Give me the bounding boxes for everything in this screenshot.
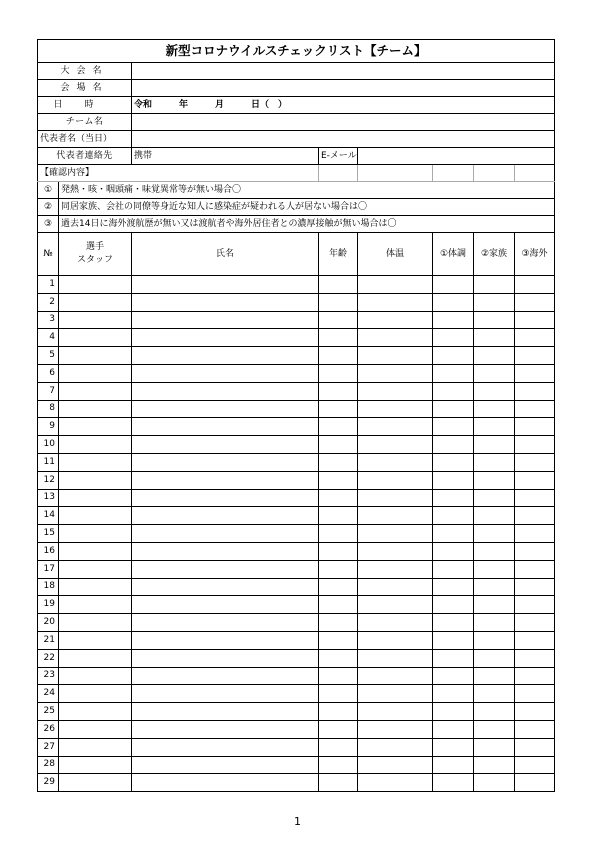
row-temperature-cell[interactable] — [358, 311, 433, 329]
row-temperature-cell[interactable] — [358, 347, 433, 365]
row-temperature-cell[interactable] — [358, 489, 433, 507]
row-role-cell[interactable] — [59, 667, 132, 685]
row-role-cell[interactable] — [59, 542, 132, 560]
row-name-cell[interactable] — [132, 614, 319, 632]
row-number: 28 — [38, 756, 59, 774]
row-role-cell[interactable] — [59, 329, 132, 347]
row-age-cell[interactable] — [319, 471, 358, 489]
table-row — [38, 560, 555, 578]
venue-label: 会場名 — [38, 80, 132, 97]
row-number: 19 — [38, 596, 59, 614]
table-row — [38, 471, 555, 489]
row-overseas-cell[interactable] — [515, 685, 555, 703]
row-health-cell[interactable] — [433, 471, 474, 489]
row-overseas-cell[interactable] — [515, 347, 555, 365]
row-health-cell[interactable] — [433, 578, 474, 596]
table-row — [38, 453, 555, 471]
row-temperature-cell[interactable] — [358, 382, 433, 400]
row-number: 18 — [38, 578, 59, 596]
row-health-cell[interactable] — [433, 542, 474, 560]
row-age-cell[interactable] — [319, 347, 358, 365]
row-age-cell[interactable] — [319, 276, 358, 294]
col-family: ②家族 — [474, 233, 515, 276]
table-row — [38, 347, 555, 365]
row-role-cell[interactable] — [59, 560, 132, 578]
col-player-staff — [59, 233, 132, 276]
row-age-cell[interactable] — [319, 614, 358, 632]
row-family-cell[interactable] — [474, 489, 515, 507]
row-family-cell[interactable] — [474, 774, 515, 792]
row-family-cell[interactable] — [474, 614, 515, 632]
row-age-cell[interactable] — [319, 382, 358, 400]
row-family-cell[interactable] — [474, 382, 515, 400]
datetime-label: 日時 — [38, 97, 132, 114]
tournament-field[interactable] — [132, 63, 555, 80]
datetime-field[interactable]: 令和 年 月 日（ ） — [132, 97, 555, 114]
row-temperature-cell[interactable] — [358, 631, 433, 649]
table-row — [38, 774, 555, 792]
row-overseas-cell[interactable] — [515, 596, 555, 614]
row-age-cell[interactable] — [319, 293, 358, 311]
row-family-cell[interactable] — [474, 453, 515, 471]
row-temperature-cell[interactable] — [358, 542, 433, 560]
row-number: 10 — [38, 436, 59, 454]
representative-field[interactable] — [132, 131, 555, 148]
row-age-cell[interactable] — [319, 578, 358, 596]
row-health-cell[interactable] — [433, 293, 474, 311]
row-name-cell[interactable] — [132, 489, 319, 507]
row-temperature-cell[interactable] — [358, 720, 433, 738]
row-age-cell[interactable] — [319, 453, 358, 471]
row-temperature-cell[interactable] — [358, 400, 433, 418]
row-role-cell[interactable] — [59, 382, 132, 400]
condition-3-text: 過去14日に海外渡航歴が無い又は渡航者や海外居住者との濃厚接触が無い場合は〇 — [59, 216, 555, 233]
row-family-cell[interactable] — [474, 738, 515, 756]
team-label: チーム名 — [38, 114, 132, 131]
venue-field[interactable] — [132, 80, 555, 97]
table-row — [38, 720, 555, 738]
row-number: 14 — [38, 507, 59, 525]
row-health-cell[interactable] — [433, 596, 474, 614]
row-family-cell[interactable] — [474, 293, 515, 311]
row-name-cell[interactable] — [132, 631, 319, 649]
row-role-cell[interactable] — [59, 293, 132, 311]
table-row — [38, 418, 555, 436]
row-family-cell[interactable] — [474, 276, 515, 294]
row-temperature-cell[interactable] — [358, 578, 433, 596]
table-row — [38, 489, 555, 507]
row-role-cell[interactable] — [59, 774, 132, 792]
row-age-cell[interactable] — [319, 631, 358, 649]
col-overseas: ③海外 — [515, 233, 555, 276]
row-family-cell[interactable] — [474, 542, 515, 560]
row-name-cell[interactable] — [132, 453, 319, 471]
row-overseas-cell[interactable] — [515, 720, 555, 738]
row-health-cell[interactable] — [433, 667, 474, 685]
row-name-cell[interactable] — [132, 685, 319, 703]
row-role-cell[interactable] — [59, 507, 132, 525]
table-row — [38, 507, 555, 525]
row-number: 8 — [38, 400, 59, 418]
row-temperature-cell[interactable] — [358, 453, 433, 471]
team-field[interactable] — [132, 114, 555, 131]
row-age-cell[interactable] — [319, 489, 358, 507]
row-role-cell[interactable] — [59, 489, 132, 507]
row-temperature-cell[interactable] — [358, 614, 433, 632]
row-role-cell[interactable] — [59, 614, 132, 632]
row-number: 3 — [38, 311, 59, 329]
row-temperature-cell[interactable] — [358, 649, 433, 667]
row-age-cell[interactable] — [319, 560, 358, 578]
row-overseas-cell[interactable] — [515, 631, 555, 649]
row-number: 20 — [38, 614, 59, 632]
row-name-cell[interactable] — [132, 382, 319, 400]
row-family-cell[interactable] — [474, 685, 515, 703]
row-role-cell[interactable] — [59, 400, 132, 418]
table-row — [38, 649, 555, 667]
row-age-cell[interactable] — [319, 311, 358, 329]
row-role-cell[interactable] — [59, 347, 132, 365]
row-family-cell[interactable] — [474, 631, 515, 649]
row-age-cell[interactable] — [319, 329, 358, 347]
row-family-cell[interactable] — [474, 667, 515, 685]
row-age-cell[interactable] — [319, 542, 358, 560]
row-name-cell[interactable] — [132, 364, 319, 382]
row-role-cell[interactable] — [59, 276, 132, 294]
table-row — [38, 578, 555, 596]
row-name-cell[interactable] — [132, 525, 319, 543]
row-overseas-cell[interactable] — [515, 364, 555, 382]
row-health-cell[interactable] — [433, 756, 474, 774]
col-staff-label: スタッフ — [76, 255, 113, 265]
row-age-cell[interactable] — [319, 756, 358, 774]
col-player-label: 選手 — [85, 241, 104, 252]
page-number: 1 — [294, 815, 301, 828]
row-number: 4 — [38, 329, 59, 347]
row-overseas-cell[interactable] — [515, 542, 555, 560]
row-age-cell[interactable] — [319, 703, 358, 721]
row-family-cell[interactable] — [474, 720, 515, 738]
row-family-cell[interactable] — [474, 400, 515, 418]
table-row — [38, 525, 555, 543]
row-health-cell[interactable] — [433, 329, 474, 347]
row-overseas-cell[interactable] — [515, 667, 555, 685]
table-row — [38, 685, 555, 703]
row-age-cell[interactable] — [319, 774, 358, 792]
row-number: 16 — [38, 542, 59, 560]
row-overseas-cell[interactable] — [515, 453, 555, 471]
row-health-cell[interactable] — [433, 311, 474, 329]
row-number: 11 — [38, 453, 59, 471]
mobile-label: 携帯 — [134, 150, 153, 161]
row-role-cell[interactable] — [59, 364, 132, 382]
row-overseas-cell[interactable] — [515, 756, 555, 774]
row-name-cell[interactable] — [132, 560, 319, 578]
row-temperature-cell[interactable] — [358, 756, 433, 774]
row-number: 23 — [38, 667, 59, 685]
row-age-cell[interactable] — [319, 364, 358, 382]
row-role-cell[interactable] — [59, 525, 132, 543]
row-age-cell[interactable] — [319, 738, 358, 756]
mobile-field[interactable] — [132, 148, 319, 165]
row-name-cell[interactable] — [132, 667, 319, 685]
row-age-cell[interactable] — [319, 667, 358, 685]
row-name-cell[interactable] — [132, 436, 319, 454]
row-name-cell[interactable] — [132, 329, 319, 347]
row-temperature-cell[interactable] — [358, 276, 433, 294]
row-temperature-cell[interactable] — [358, 774, 433, 792]
table-row — [38, 667, 555, 685]
table-row — [38, 293, 555, 311]
row-overseas-cell[interactable] — [515, 276, 555, 294]
row-overseas-cell[interactable] — [515, 293, 555, 311]
table-row — [38, 364, 555, 382]
row-overseas-cell[interactable] — [515, 400, 555, 418]
row-number: 25 — [38, 703, 59, 721]
col-name: 氏名 — [132, 233, 319, 276]
row-number: 17 — [38, 560, 59, 578]
condition-1-text: 発熱・咳・咽頭痛・味覚異常等が無い場合〇 — [59, 182, 555, 199]
row-family-cell[interactable] — [474, 525, 515, 543]
row-temperature-cell[interactable] — [358, 525, 433, 543]
row-health-cell[interactable] — [433, 276, 474, 294]
row-name-cell[interactable] — [132, 471, 319, 489]
col-health: ①体調 — [433, 233, 474, 276]
row-number: 9 — [38, 418, 59, 436]
row-family-cell[interactable] — [474, 578, 515, 596]
row-number: 7 — [38, 382, 59, 400]
row-health-cell[interactable] — [433, 453, 474, 471]
row-role-cell[interactable] — [59, 703, 132, 721]
row-age-cell[interactable] — [319, 436, 358, 454]
row-name-cell[interactable] — [132, 507, 319, 525]
checklist-table — [37, 39, 555, 792]
col-age: 年齢 — [319, 233, 358, 276]
row-temperature-cell[interactable] — [358, 667, 433, 685]
row-name-cell[interactable] — [132, 703, 319, 721]
row-role-cell[interactable] — [59, 453, 132, 471]
row-name-cell[interactable] — [132, 756, 319, 774]
row-overseas-cell[interactable] — [515, 507, 555, 525]
row-health-cell[interactable] — [433, 489, 474, 507]
row-family-cell[interactable] — [474, 560, 515, 578]
row-number: 26 — [38, 720, 59, 738]
row-overseas-cell[interactable] — [515, 578, 555, 596]
row-health-cell[interactable] — [433, 436, 474, 454]
row-role-cell[interactable] — [59, 738, 132, 756]
row-age-cell[interactable] — [319, 596, 358, 614]
condition-1-number: ① — [38, 182, 59, 199]
row-overseas-cell[interactable] — [515, 311, 555, 329]
table-row — [38, 382, 555, 400]
row-role-cell[interactable] — [59, 596, 132, 614]
row-family-cell[interactable] — [474, 311, 515, 329]
table-row — [38, 400, 555, 418]
row-health-cell[interactable] — [433, 631, 474, 649]
row-temperature-cell[interactable] — [358, 560, 433, 578]
condition-2-number: ② — [38, 199, 59, 216]
row-name-cell[interactable] — [132, 293, 319, 311]
row-overseas-cell[interactable] — [515, 703, 555, 721]
row-name-cell[interactable] — [132, 720, 319, 738]
row-overseas-cell[interactable] — [515, 738, 555, 756]
row-role-cell[interactable] — [59, 471, 132, 489]
row-family-cell[interactable] — [474, 756, 515, 774]
row-temperature-cell[interactable] — [358, 685, 433, 703]
row-family-cell[interactable] — [474, 596, 515, 614]
table-row — [38, 436, 555, 454]
row-health-cell[interactable] — [433, 400, 474, 418]
row-name-cell[interactable] — [132, 418, 319, 436]
row-role-cell[interactable] — [59, 756, 132, 774]
row-number: 29 — [38, 774, 59, 792]
row-temperature-cell[interactable] — [358, 364, 433, 382]
row-health-cell[interactable] — [433, 525, 474, 543]
row-overseas-cell[interactable] — [515, 382, 555, 400]
row-overseas-cell[interactable] — [515, 560, 555, 578]
row-family-cell[interactable] — [474, 347, 515, 365]
table-row — [38, 703, 555, 721]
row-number: 15 — [38, 525, 59, 543]
row-family-cell[interactable] — [474, 436, 515, 454]
row-number: 6 — [38, 364, 59, 382]
row-family-cell[interactable] — [474, 649, 515, 667]
table-row — [38, 311, 555, 329]
row-temperature-cell[interactable] — [358, 418, 433, 436]
row-number: 21 — [38, 631, 59, 649]
row-number: 1 — [38, 276, 59, 294]
entry-rows — [38, 276, 555, 792]
row-family-cell[interactable] — [474, 507, 515, 525]
checklist-sheet — [37, 39, 554, 792]
row-health-cell[interactable] — [433, 364, 474, 382]
row-age-cell[interactable] — [319, 685, 358, 703]
row-age-cell[interactable] — [319, 400, 358, 418]
row-health-cell[interactable] — [433, 382, 474, 400]
row-temperature-cell[interactable] — [358, 293, 433, 311]
row-name-cell[interactable] — [132, 542, 319, 560]
row-family-cell[interactable] — [474, 418, 515, 436]
row-overseas-cell[interactable] — [515, 774, 555, 792]
row-overseas-cell[interactable] — [515, 614, 555, 632]
row-age-cell[interactable] — [319, 720, 358, 738]
condition-3-number: ③ — [38, 216, 59, 233]
row-temperature-cell[interactable] — [358, 596, 433, 614]
row-health-cell[interactable] — [433, 649, 474, 667]
table-row — [38, 738, 555, 756]
row-number: 13 — [38, 489, 59, 507]
row-overseas-cell[interactable] — [515, 525, 555, 543]
row-role-cell[interactable] — [59, 720, 132, 738]
row-health-cell[interactable] — [433, 507, 474, 525]
row-health-cell[interactable] — [433, 347, 474, 365]
row-temperature-cell[interactable] — [358, 507, 433, 525]
row-name-cell[interactable] — [132, 578, 319, 596]
row-number: 2 — [38, 293, 59, 311]
row-name-cell[interactable] — [132, 774, 319, 792]
row-role-cell[interactable] — [59, 649, 132, 667]
row-family-cell[interactable] — [474, 364, 515, 382]
row-family-cell[interactable] — [474, 703, 515, 721]
row-overseas-cell[interactable] — [515, 489, 555, 507]
col-temperature: 体温 — [358, 233, 433, 276]
row-overseas-cell[interactable] — [515, 471, 555, 489]
table-row — [38, 614, 555, 632]
confirm-heading: 【確認内容】 — [38, 165, 319, 182]
row-number: 24 — [38, 685, 59, 703]
table-row — [38, 631, 555, 649]
row-age-cell[interactable] — [319, 418, 358, 436]
row-name-cell[interactable] — [132, 649, 319, 667]
row-temperature-cell[interactable] — [358, 436, 433, 454]
table-row — [38, 756, 555, 774]
row-age-cell[interactable] — [319, 507, 358, 525]
row-temperature-cell[interactable] — [358, 703, 433, 721]
email-field[interactable] — [358, 148, 555, 165]
col-no: № — [38, 233, 59, 276]
row-age-cell[interactable] — [319, 649, 358, 667]
row-number: 5 — [38, 347, 59, 365]
row-temperature-cell[interactable] — [358, 738, 433, 756]
row-role-cell[interactable] — [59, 418, 132, 436]
row-name-cell[interactable] — [132, 400, 319, 418]
row-name-cell[interactable] — [132, 276, 319, 294]
row-number: 12 — [38, 471, 59, 489]
condition-2-text: 同居家族、会社の同僚等身近な知人に感染症が疑われる人が居ない場合は〇 — [59, 199, 555, 216]
row-overseas-cell[interactable] — [515, 329, 555, 347]
row-health-cell[interactable] — [433, 738, 474, 756]
table-row — [38, 542, 555, 560]
row-role-cell[interactable] — [59, 685, 132, 703]
row-role-cell[interactable] — [59, 436, 132, 454]
row-role-cell[interactable] — [59, 311, 132, 329]
row-health-cell[interactable] — [433, 685, 474, 703]
row-overseas-cell[interactable] — [515, 649, 555, 667]
row-health-cell[interactable] — [433, 560, 474, 578]
table-row — [38, 329, 555, 347]
row-health-cell[interactable] — [433, 418, 474, 436]
row-temperature-cell[interactable] — [358, 329, 433, 347]
row-health-cell[interactable] — [433, 774, 474, 792]
row-number: 22 — [38, 649, 59, 667]
contact-label: 代表者連絡先 — [38, 148, 132, 165]
table-row — [38, 276, 555, 294]
row-role-cell[interactable] — [59, 578, 132, 596]
row-health-cell[interactable] — [433, 720, 474, 738]
representative-label: 代表者名（当日） — [38, 131, 132, 148]
row-number: 27 — [38, 738, 59, 756]
row-name-cell[interactable] — [132, 596, 319, 614]
row-family-cell[interactable] — [474, 471, 515, 489]
email-label: E-メール — [319, 148, 358, 165]
row-name-cell[interactable] — [132, 347, 319, 365]
row-family-cell[interactable] — [474, 329, 515, 347]
row-role-cell[interactable] — [59, 631, 132, 649]
row-health-cell[interactable] — [433, 703, 474, 721]
row-age-cell[interactable] — [319, 525, 358, 543]
table-row — [38, 596, 555, 614]
row-overseas-cell[interactable] — [515, 436, 555, 454]
row-name-cell[interactable] — [132, 738, 319, 756]
row-health-cell[interactable] — [433, 614, 474, 632]
row-overseas-cell[interactable] — [515, 418, 555, 436]
row-name-cell[interactable] — [132, 311, 319, 329]
tournament-label: 大会名 — [38, 63, 132, 80]
row-temperature-cell[interactable] — [358, 471, 433, 489]
page-title: 新型コロナウイルスチェックリスト【チーム】 — [38, 40, 555, 63]
